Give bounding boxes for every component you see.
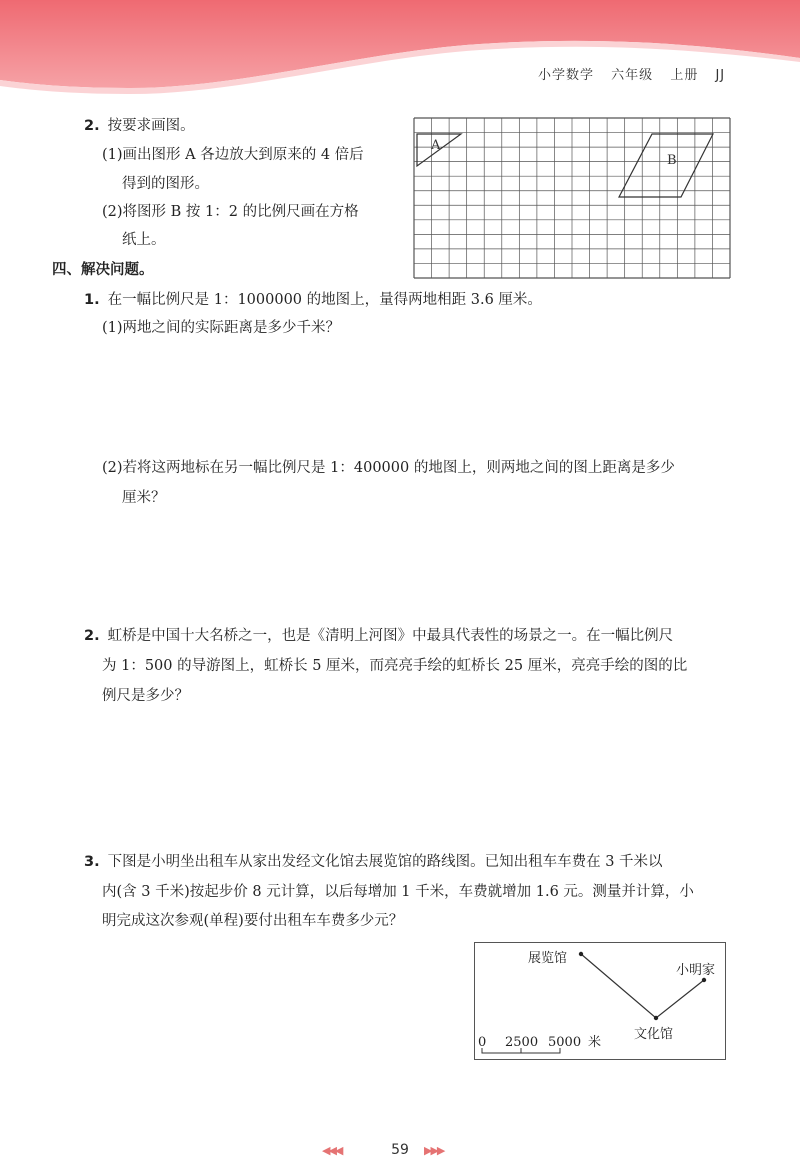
header-subject: 小学数学 xyxy=(538,68,595,83)
exhibition-dot xyxy=(579,952,583,956)
header-volume: 上册 xyxy=(670,68,699,83)
p2-text-line1: 虹桥是中国十大名桥之一，也是《清明上河图》中最具代表性的场景之一。在一幅比例尺 xyxy=(107,628,674,644)
p2-line3: 例尺是多少？ xyxy=(102,688,189,704)
header-edition: JJ xyxy=(715,68,726,83)
q2-sub2-line2: 纸上。 xyxy=(122,232,166,248)
footer-left-arrows: ◀◀◀ xyxy=(322,1144,342,1157)
p1-sub2-line2: 厘米？ xyxy=(122,490,166,506)
grid-paper xyxy=(414,118,730,278)
q2-sub2-line1: (2)将图形 B 按 1：2 的比例尺画在方格 xyxy=(102,204,359,220)
p1-sub1: (1)两地之间的实际距离是多少千米？ xyxy=(102,320,341,336)
q2-heading xyxy=(84,116,195,136)
q2-title: 按要求画图。 xyxy=(107,118,195,134)
culture-dot xyxy=(654,1016,658,1020)
header-band xyxy=(0,0,800,110)
p3-line3: 明完成这次参观(单程)要付出租车车费多少元？ xyxy=(102,913,404,929)
q2-sub1-line2: 得到的图形。 xyxy=(122,176,209,192)
p3-line2: 内(含 3 千米)按起步价 8 元计算，以后每增加 1 千米，车费就增加 1.6 元。测量并计算，小 xyxy=(102,884,694,900)
scale-end: 5000 xyxy=(548,1035,582,1050)
header-grade: 六年级 xyxy=(611,68,654,83)
q2-sub1-line1: (1)画出图形 A 各边放大到原来的 4 倍后 xyxy=(102,147,364,163)
scale-mid: 2500 xyxy=(505,1035,539,1050)
page-number: 59 xyxy=(391,1142,409,1158)
p3-number: 3. xyxy=(84,854,100,870)
route-map xyxy=(474,942,726,1060)
p1-heading xyxy=(84,290,542,310)
home-dot xyxy=(702,978,706,982)
label-culture: 文化馆 xyxy=(634,1027,674,1042)
figure-b-label: B xyxy=(667,153,677,168)
grid-lines xyxy=(414,118,730,278)
section4-title: 四、解决问题。 xyxy=(52,262,154,278)
p1-sub2-line1: (2)若将这两地标在另一幅比例尺是 1：400000 的地图上，则两地之间的图上距离是多少 xyxy=(102,460,675,476)
header-book-info xyxy=(538,64,725,83)
scale-unit: 米 xyxy=(588,1035,602,1050)
page-footer xyxy=(320,1142,480,1162)
p1-number: 1. xyxy=(84,292,100,308)
label-exhibition: 展览馆 xyxy=(528,951,568,966)
q2-number: 2. xyxy=(84,118,100,134)
label-home: 小明家 xyxy=(676,963,716,978)
footer-right-arrows: ▶▶▶ xyxy=(424,1144,444,1157)
figure-a-label: A xyxy=(431,138,441,153)
p1-text: 在一幅比例尺是 1：1000000 的地图上，量得两地相距 3.6 厘米。 xyxy=(107,292,542,308)
p3-text-line1: 下图是小明坐出租车从家出发经文化馆去展览馆的路线图。已知出租车车费在 3 千米以 xyxy=(107,854,663,870)
p2-line2: 为 1：500 的导游图上，虹桥长 5 厘米，而亮亮手绘的虹桥长 25 厘米，亮亮手绘的图的比 xyxy=(102,658,688,674)
p2-number: 2. xyxy=(84,628,100,644)
scale-zero: 0 xyxy=(478,1035,487,1050)
p2-line1 xyxy=(84,626,673,646)
figure-b xyxy=(619,134,713,197)
p3-line1 xyxy=(84,852,663,872)
